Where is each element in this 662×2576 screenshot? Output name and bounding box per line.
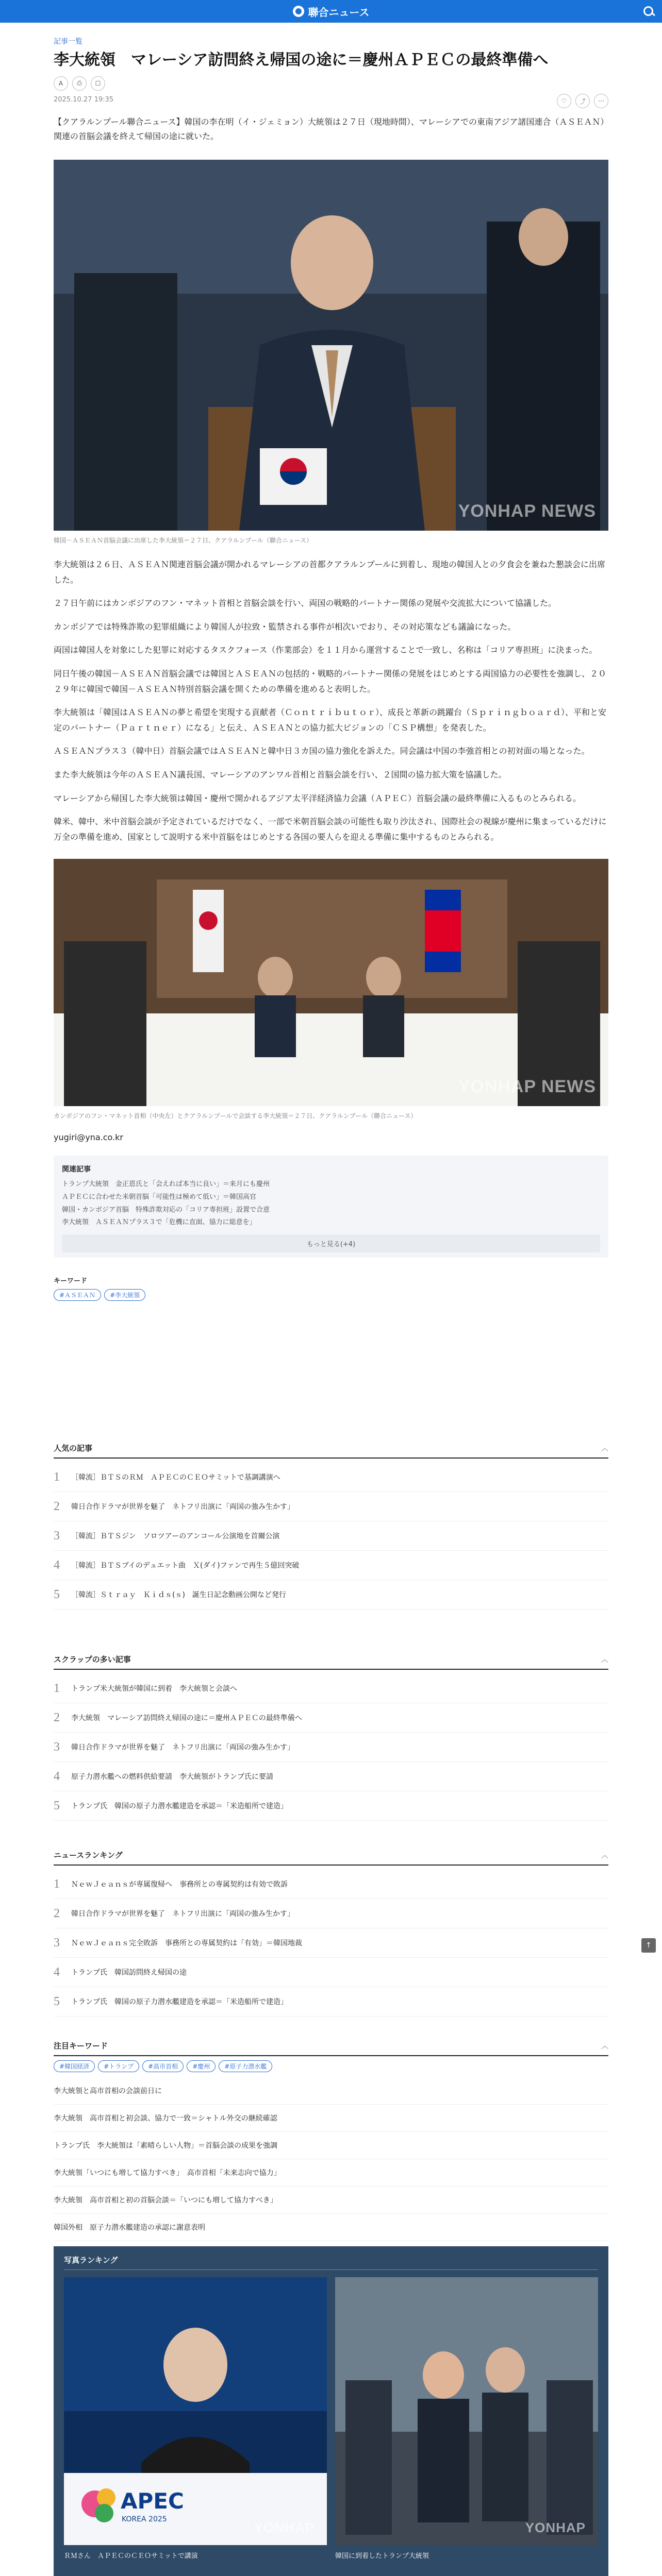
- popular-item[interactable]: [54, 1551, 608, 1580]
- article-paragraph: 同日午後の韓国－ＡＳＥＡＮ首脳会議では韓国とＡＳＥＡＮの包括的・戦略的パートナー関係の発展をはじめとする両国協力の必要性を強調し、２０２９年に韓国で韓国－ＡＳＥＡＮ特別首脳会議を開くための準備を進めると表明した。: [54, 669, 607, 694]
- photo-card[interactable]: [335, 2277, 598, 2560]
- chevron-up-icon[interactable]: ︿: [601, 1851, 608, 1860]
- print-icon[interactable]: ⎙: [72, 76, 87, 91]
- scrap-item-text: 韓日合作ドラマが世界を魅了 ネトフリ出演に「両国の強み生かす」: [71, 1743, 295, 1752]
- rank-number: 5: [54, 1799, 60, 1812]
- keywords-title: キーワード: [54, 1277, 88, 1285]
- news-ranking-title: ニュースランキング: [54, 1851, 123, 1860]
- photo-ranking-title: 写真ランキング: [64, 2256, 118, 2265]
- rank-number: 5: [54, 1587, 60, 1601]
- article: [54, 36, 608, 1301]
- popular-item[interactable]: [54, 1521, 608, 1551]
- ranking-item-text: 韓日合作ドラマが世界を魅了 ネトフリ出演に「両国の強み生かす」: [71, 1910, 295, 1918]
- article-lead: 【クアラルンプール聯合ニュース】韓国の李在明（イ・ジェミョン）大統領は２７日（現地時間）、マレーシアでの東南アジア諸国連合（ＡＳＥＡＮ）関連の首脳会議を終えて帰国の途に就いた。: [54, 116, 605, 142]
- popular-item-text: ［韓流］Ｓｔｒａｙ Ｋｉｄｓ(ｓ) 誕生日記念動画公開など発行: [71, 1591, 286, 1599]
- related-item[interactable]: 韓国・カンボジア首脳 特殊詐欺対応の「コリア専担班」設置で合意: [62, 1206, 270, 1214]
- photo-card-caption: ＲＭさん ＡＰＥＣのＣＥＯサミットで講演: [64, 2552, 198, 2560]
- hot-keywords-title: 注目キーワード: [54, 2041, 108, 2050]
- photo-1-watermark: YONHAP NEWS: [458, 501, 596, 521]
- ranking-item-text: トランプ氏 韓国の原子力潜水艦建造を承認＝「米造船所で建造」: [71, 1998, 288, 2006]
- rank-number: 1: [54, 1877, 60, 1891]
- ranking-item-text: トランプ氏 韓国訪問終え帰国の途: [71, 1969, 187, 1977]
- photo-card-caption: 韓国に到着したトランプ大統領: [335, 2552, 429, 2560]
- scroll-top-button[interactable]: ↑: [641, 1938, 656, 1953]
- photo-1-illustration: [54, 160, 608, 531]
- keyword-article[interactable]: 李大統領 高市首相と初の首脳会談＝「いつにも増して協力すべき」: [54, 2187, 608, 2214]
- apec-banner: APEC: [121, 2488, 184, 2514]
- popular-item[interactable]: [54, 1580, 608, 1609]
- more-icon[interactable]: ⋯: [594, 94, 608, 108]
- article-paragraph: ２７日午前にはカンボジアのフン・マネット首相と首脳会談を行い、両国の戦略的パートナー関係の発展や交流拡大について協議した。: [54, 598, 557, 608]
- hot-keyword-tag[interactable]: #韓国経済: [54, 2060, 95, 2072]
- scrap-item-text: 原子力潜水艦への燃料供給要請 李大統領がトランプ氏に要請: [71, 1773, 273, 1781]
- apec-banner-sub: KOREA 2025: [122, 2515, 167, 2523]
- keywords-block: [54, 1275, 608, 1301]
- photo-card[interactable]: [64, 2277, 327, 2560]
- keyword-article[interactable]: トランプ氏 李大統領は「素晴らしい人物」＝首脳会談の成果を強調: [54, 2132, 608, 2159]
- chevron-up-icon[interactable]: ︿: [601, 1444, 608, 1453]
- like-icon[interactable]: ♡: [557, 94, 571, 108]
- photo-card-illustration: [335, 2277, 598, 2545]
- photo-card-image: [335, 2277, 598, 2545]
- photo-card-image: [64, 2277, 327, 2545]
- related-item[interactable]: ＡＰＥＣに合わせた米朝首脳「可能性は極めて低い」＝韓国高官: [62, 1193, 257, 1201]
- ranking-item-text: ＮｅｗＪｅａｎｓ完全敗訴 事務所との専属契約は「有効」＝韓国地裁: [71, 1939, 302, 1947]
- keyword-article[interactable]: 韓国外相 原子力潜水艦建造の承認に謝意表明: [54, 2214, 608, 2241]
- logo-icon: [293, 6, 304, 17]
- chevron-up-icon[interactable]: ︿: [601, 1655, 608, 1664]
- scrap-item-text: 李大統領 マレーシア訪問終え帰国の途に＝慶州ＡＰＥＣの最終準備へ: [71, 1714, 302, 1722]
- popular-item[interactable]: [54, 1492, 608, 1521]
- rank-number: 3: [54, 1936, 60, 1950]
- scrap-section: [54, 1654, 608, 1821]
- article-paragraph: カンボジアでは特殊詐欺の犯罪組織により韓国人が拉致・監禁される事件が相次いでおり、その対応策なども議論になった。: [54, 621, 516, 632]
- related-title: 関連記事: [62, 1165, 91, 1174]
- popular-item[interactable]: [54, 1463, 608, 1492]
- article-photo-2[interactable]: [54, 859, 608, 1106]
- popular-item-text: ［韓流］ＢＴＳのＲＭ ＡＰＥＣのＣＥＯサミットで基調講演へ: [71, 1473, 280, 1482]
- related-item[interactable]: 李大統領 ＡＳＥＡＮプラス３で「危機に直面、協力に総意を」: [62, 1218, 256, 1227]
- keyword-article[interactable]: 李大統領「いつにも増して協力すべき」 高市首相「未来志向で協力」: [54, 2159, 608, 2187]
- popular-item-text: 韓日合作ドラマが世界を魅了 ネトフリ出演に「両国の強み生かす」: [71, 1503, 295, 1511]
- font-size-icon[interactable]: A: [54, 76, 68, 91]
- popular-title: 人気の記事: [54, 1444, 93, 1453]
- keyword-tag[interactable]: #李大統領: [104, 1289, 145, 1301]
- hot-keyword-tag[interactable]: #原子力潜水艦: [219, 2060, 272, 2072]
- photo-1-caption: 韓国－ＡＳＥＡＮ首脳会議に出席した李大統領＝２７日、クアラルンプール（聯合ニュース）: [54, 537, 313, 545]
- photo-2-watermark: YONHAP NEWS: [458, 1077, 596, 1097]
- hot-keyword-tag[interactable]: #慶州: [187, 2060, 216, 2072]
- photo-card-illustration: [64, 2277, 327, 2545]
- hot-keywords-section: [54, 2040, 608, 2241]
- popular-item-text: ［韓流］ＢＴＳジン ソロツアーのアンコール公演地を首爾公演: [71, 1532, 280, 1540]
- more-related-button[interactable]: もっと見る(+4): [62, 1234, 600, 1252]
- related-articles: [54, 1156, 608, 1258]
- article-headline: 李大統領 マレーシア訪問終え帰国の途に＝慶州ＡＰＥＣの最終準備へ: [54, 51, 549, 69]
- photo-2-illustration: [54, 859, 608, 1106]
- keyword-article[interactable]: 李大統領と高市首相の会談前日に: [54, 2077, 608, 2105]
- article-body: [54, 557, 608, 844]
- scrap-title: スクラップの多い記事: [54, 1655, 131, 1664]
- rank-number: 4: [54, 1769, 60, 1783]
- popular-item-text: ［韓流］ＢＴＳブイのデュエット曲 Ｘ(ダイ)ファンで再生５億回突破: [71, 1562, 300, 1570]
- search-icon[interactable]: [642, 5, 655, 18]
- chevron-up-icon[interactable]: ︿: [601, 2042, 608, 2050]
- scrap-item[interactable]: [54, 1674, 608, 1703]
- article-paragraph: 韓米、韓中、米中首脳会談が予定されているだけでなく、一部で米朝首脳会談の可能性も取り沙汰され、国際社会の視線が慶州に集まっているだけに万全の準備を進め、国家として説明する米中首脳をはじめとする各国の要人らを迎える準備に集中するものとみられる。: [54, 817, 607, 842]
- reporter-email[interactable]: yugiri@yna.co.kr: [54, 1132, 123, 1143]
- ranking-item[interactable]: [54, 1987, 608, 2016]
- bookmark-icon[interactable]: ☐: [91, 76, 105, 91]
- brand-logo[interactable]: [293, 4, 370, 19]
- scrap-item-text: トランプ米大統領が韓国に到着 李大統領と会談へ: [71, 1685, 237, 1693]
- top-bar: [0, 0, 662, 23]
- keyword-article[interactable]: 李大統領 高市首相と初会談、協力で一致＝シャトル外交の継続確認: [54, 2105, 608, 2132]
- ranking-item-text: ＮｅｗＪｅａｎｓが専属復帰へ 事務所との専属契約は有効で敗訴: [71, 1880, 288, 1889]
- rank-number: 3: [54, 1529, 60, 1543]
- rank-number: 2: [54, 1710, 60, 1724]
- photo-2-caption: カンボジアのフン・マネット首相（中央左）とクアラルンプールで会談する李大統領＝２７日、クアラルンプール（聯合ニュース）: [54, 1112, 417, 1120]
- ranking-item[interactable]: [54, 1958, 608, 1987]
- article-tools-left: [54, 76, 608, 91]
- keyword-tag[interactable]: #ＡＳＥＡＮ: [54, 1289, 101, 1301]
- rank-number: 2: [54, 1499, 60, 1513]
- rank-number: 5: [54, 1994, 60, 2008]
- ranking-item[interactable]: [54, 1928, 608, 1958]
- ranking-item[interactable]: [54, 1899, 608, 1928]
- share-icon[interactable]: ⤴: [575, 94, 590, 108]
- article-paragraph: 李大統領は２６日、ＡＳＥＡＮ関連首脳会議が開かれるマレーシアの首都クアラルンプールに到着し、現地の韓国人との夕食会を兼ねた懇談会に出席した。: [54, 560, 606, 585]
- article-date: 2025.10.27 19:35: [54, 95, 114, 104]
- news-ranking-section: [54, 1850, 608, 2016]
- rank-number: 4: [54, 1965, 60, 1979]
- scrap-item[interactable]: [54, 1762, 608, 1791]
- photo-ranking-section: [54, 2246, 608, 2576]
- scrap-item[interactable]: [54, 1733, 608, 1762]
- photo-watermark: YONHAP: [254, 2520, 315, 2535]
- breadcrumb[interactable]: 記事一覧: [54, 38, 82, 46]
- article-photo-1[interactable]: [54, 160, 608, 531]
- ranking-item[interactable]: [54, 1870, 608, 1899]
- brand-name: 聯合ニュース: [308, 6, 370, 19]
- hot-keyword-tag[interactable]: #高市首相: [142, 2060, 184, 2072]
- photo-watermark: YONHAP: [525, 2520, 586, 2535]
- scrap-item[interactable]: [54, 1791, 608, 1821]
- article-paragraph: ＡＳＥＡＮプラス３（韓中日）首脳会議ではＡＳＥＡＮと韓中日３カ国の協力強化を訴えた。同会議は中国の李強首相との初対面の場となった。: [54, 746, 590, 756]
- related-item[interactable]: トランプ大統領 金正恩氏と「会えれば本当に良い」＝来月にも慶州: [62, 1180, 270, 1189]
- article-paragraph: 両国は韓国人を対象にした犯罪に対応するタスクフォース（作業部会）を１１月から運営することで一致し、名称は「コリア専担班」に決まった。: [54, 645, 598, 655]
- hot-keyword-tag[interactable]: #トランプ: [98, 2060, 139, 2072]
- scrap-item[interactable]: [54, 1703, 608, 1733]
- rank-number: 2: [54, 1906, 60, 1920]
- article-paragraph: 李大統領は「韓国はＡＳＥＡＮの夢と希望を実現する貢献者（Ｃｏｎｔｒｉｂｕｔｏｒ）、成長と革新の跳躍台（Ｓｐｒｉｎｇｂｏａｒｄ）、平和と安定のパートナー（Ｐａｒｔｎｅｒ）になる」と伝え、ＡＳＥＡＮとの協力拡大ビジョンの「ＣＳＰ構想」を発表した。: [54, 707, 607, 733]
- popular-section: [54, 1443, 608, 1609]
- rank-number: 4: [54, 1558, 60, 1572]
- article-paragraph: また李大統領は今年のＡＳＥＡＮ議長国、マレーシアのアンワル首相と首脳会談を行い、２国間の協力拡大策を協議した。: [54, 770, 507, 780]
- rank-number: 1: [54, 1470, 60, 1484]
- rank-number: 1: [54, 1681, 60, 1695]
- article-tools-right: [557, 94, 608, 108]
- rank-number: 3: [54, 1740, 60, 1754]
- article-paragraph: マレーシアから帰国した李大統領は韓国・慶州で開かれるアジア太平洋経済協力会議（ＡＰＥＣ）首脳会議の最終準備に入るものとみられる。: [54, 793, 582, 803]
- scrap-item-text: トランプ氏 韓国の原子力潜水艦建造を承認＝「米造船所で建造」: [71, 1802, 288, 1810]
